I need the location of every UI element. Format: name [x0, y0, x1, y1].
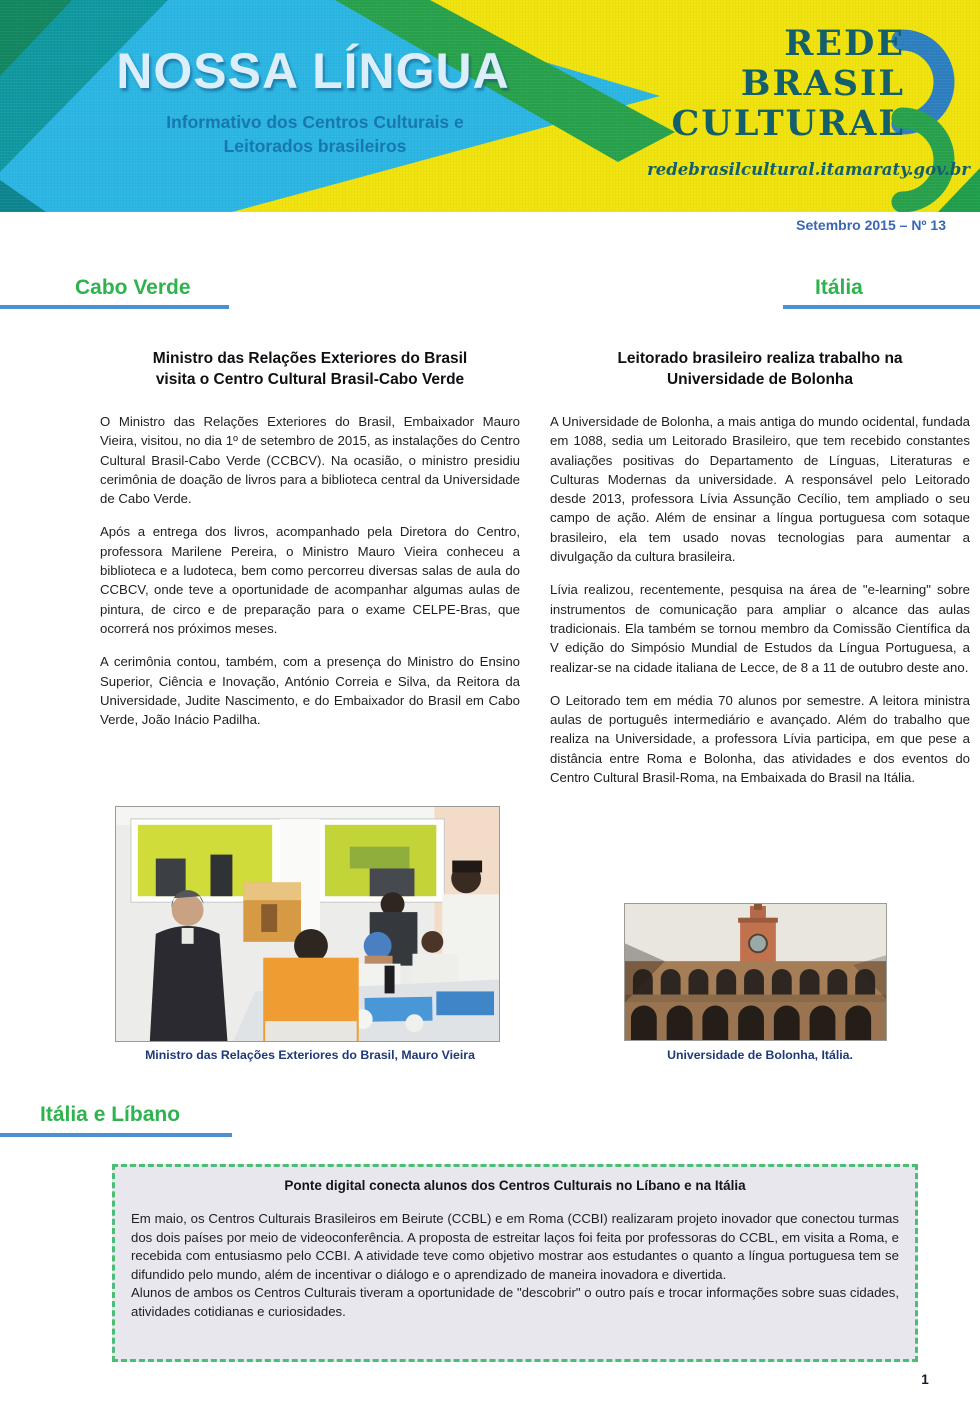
section-rule-cabo-verde	[0, 305, 229, 309]
digital-bridge-box	[112, 1164, 918, 1362]
page-number: 1	[921, 1372, 929, 1387]
photo-bologna-image	[625, 904, 886, 1040]
photo-bologna-university	[624, 903, 887, 1041]
article-title-line1: Ministro das Relações Exteriores do Brasil	[152, 350, 468, 367]
photo-caption-bologna: Universidade de Bolonha, Itália.	[667, 1048, 853, 1062]
section-heading-italia: Itália	[815, 276, 863, 299]
photo-ccbcv-visit	[115, 806, 500, 1042]
article-paragraph: A Universidade de Bolonha, a mais antiga do mundo ocidental, fundada em 1088, sedia um Leitorado Brasileiro, que tem recebido constantes avaliações positivas do Departamento de Línguas, Literaturas e Culturas Modernas da universidade. A responsável pelo Leitorado desde 2013, professora Lívia Assunção Cecílio, tem ampliado o seu campo de ação. Além de ensinar a língua portuguesa com sotaque brasileiro, ela tem usado novas tecnologias para aumentar a divulgação da cultura brasileira.	[550, 414, 970, 565]
newsletter-subtitle-line2: Leitorados brasileiros	[223, 136, 407, 156]
article-paragraph: O Leitorado tem em média 70 alunos por semestre. A leitora ministra aulas de português intermediário e avançado. Além do trabalho que realiza na Universidade, a professora Lívia participa, em que pese a distância entre Roma e Bolonha, das atividades e dos eventos do Centro Cultural Brasil-Roma, na Embaixada do Brasil na Itália.	[550, 692, 970, 786]
brand-line-cultural: CULTURAL	[671, 103, 905, 144]
newsletter-title: NOSSA LÍNGUA	[116, 43, 510, 99]
article-title-cabo-verde	[100, 348, 520, 390]
article-paragraph: Após a entrega dos livros, acompanhado pela Diretora do Centro, professora Marilene Pereira, o Ministro Mauro Vieira conheceu a biblioteca e a ludoteca, bem como percorreu diversas salas de aula do CCBCV, onde teve a oportunidade de acompanhar algumas aulas de pintura, de circo e de preparação para o exame CELPE-Bras, que ocorrerá nos próximos meses.	[100, 524, 520, 636]
article-cabo-verde	[100, 348, 520, 743]
article-italia	[550, 348, 970, 801]
section-rule-italia	[783, 305, 980, 309]
box-paragraph: Alunos de ambos os Centros Culturais tiveram a oportunidade de "descobrir" o outro país e trocar informações sobre suas cidades, atividades cotidianas e curiosidades.	[131, 1285, 899, 1319]
photo-ccbcv-visit-image	[116, 807, 499, 1041]
article-title-line2: Universidade de Bolonha	[666, 371, 854, 388]
masthead	[0, 0, 980, 212]
article-title-italia	[550, 348, 970, 390]
issue-date: Setembro 2015 – Nº 13	[796, 217, 946, 233]
article-paragraph: A cerimônia contou, também, com a presença do Ministro do Ensino Superior, Ciência e Inovação, António Correia e Silva, da Reitora da Universidade, Judite Nascimento, e do Embaixador do Brasil em Cabo Verde, João Inácio Padilha.	[100, 654, 520, 728]
section-rule-italia-libano	[0, 1133, 232, 1137]
article-paragraph: O Ministro das Relações Exteriores do Brasil, Embaixador Mauro Vieira, visitou, no dia 1º de setembro de 2015, as instalações do Centro Cultural Brasil-Cabo Verde (CCBCV). Na ocasião, o ministro presidiu cerimônia de doação de livros para a biblioteca central da Universidade de Cabo Verde.	[100, 414, 520, 507]
newsletter-subtitle-line1: Informativo dos Centros Culturais e	[166, 112, 464, 132]
box-paragraph: Em maio, os Centros Culturais Brasileiros em Beirute (CCBL) e em Roma (CCBI) realizaram projeto inovador que conectou turmas dos dois países por meio de videoconferência. A proposta de estreitar laços foi feita por professoras do CCBL, em visita a Roma, e recebida com entusiasmo pelo CCBI. A atividade teve como objetivo mostrar aos estudantes o quanto a língua portuguesa tem se difundido pelo mundo, além de incentivar o diálogo e o aprendizado de maneira inovadora e divertida.	[131, 1211, 899, 1282]
section-heading-cabo-verde: Cabo Verde	[75, 276, 191, 299]
box-title: Ponte digital conecta alunos dos Centros Culturais no Líbano e na Itália	[284, 1178, 746, 1193]
section-heading-italia-libano: Itália e Líbano	[40, 1103, 181, 1126]
article-title-line2: visita o Centro Cultural Brasil-Cabo Verde	[155, 371, 465, 388]
article-title-line1: Leitorado brasileiro realiza trabalho na	[617, 350, 903, 367]
photo-caption-ccbcv: Ministro das Relações Exteriores do Brasil, Mauro Vieira	[145, 1048, 475, 1062]
article-paragraph: Lívia realizou, recentemente, pesquisa na área de "e-learning" sobre instrumentos de comunicação para ampliar o alcance das aulas tradicionais. Ela também se tornou membro da Comissão Científica da V edição do Simpósio Mundial de Estudos da Língua Portuguesa, a realizar-se na cidade italiana de Lecce, de 8 a 11 de outubro deste ano.	[550, 582, 970, 675]
brand-wordmark	[605, 24, 905, 144]
brand-url: redebrasilcultural.itamaraty.gov.br	[647, 160, 970, 179]
brand-line-brasil: BRASIL	[740, 63, 905, 104]
newsletter-subtitle	[95, 110, 535, 158]
brand-line-rede: REDE	[784, 23, 905, 64]
